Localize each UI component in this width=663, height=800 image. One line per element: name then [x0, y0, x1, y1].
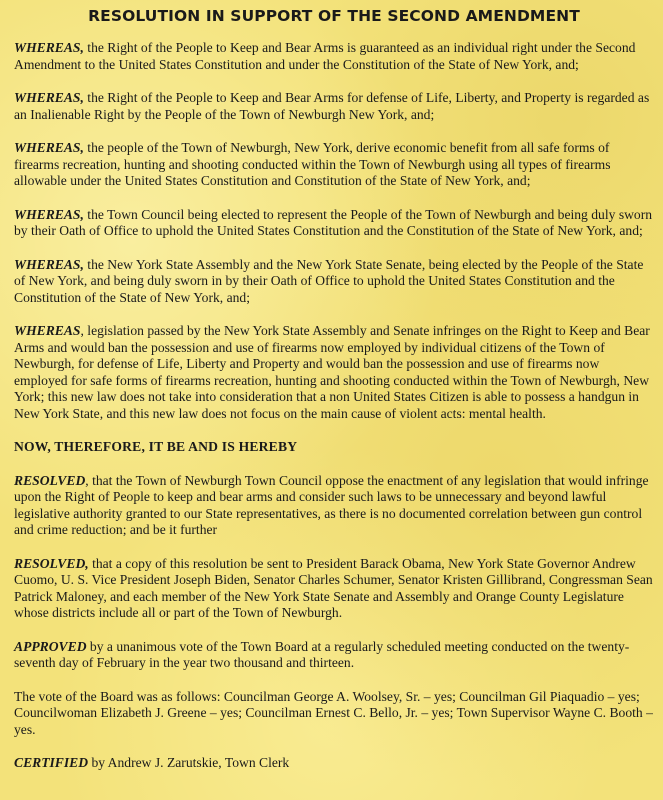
whereas-text: the Right of the People to Keep and Bear Arms is guaranteed as an individual right under the Second Amendment to the United States Constitution and under the Constitution of the State of New York, and; — [14, 40, 636, 72]
whereas-lead: WHEREAS — [14, 323, 81, 338]
resolved-paragraph-1 — [14, 473, 654, 539]
whereas-lead: WHEREAS, — [14, 90, 84, 105]
certified-paragraph — [14, 755, 654, 772]
whereas-paragraph-1 — [14, 40, 654, 73]
certified-lead: CERTIFIED — [14, 755, 89, 770]
whereas-lead: WHEREAS, — [14, 40, 84, 55]
therefore-heading: NOW, THEREFORE, IT BE AND IS HEREBY — [14, 439, 298, 454]
whereas-lead: WHEREAS, — [14, 206, 84, 222]
document-title: RESOLUTION IN SUPPORT OF THE SECOND AMENDMENT — [88, 7, 580, 25]
whereas-paragraph-5 — [14, 257, 654, 307]
approved-text: by a unanimous vote of the Town Board at a regularly scheduled meeting conducted on the twenty-seventh day of February in the year two thousand and thirteen. — [14, 638, 630, 670]
whereas-text: the Right of the People to Keep and Bear Arms for defense of Life, Liberty, and Property is regarded as an Inalienable Right by the People of the Town of Newburgh New York, and; — [14, 90, 650, 122]
resolved-paragraph-2 — [14, 556, 654, 622]
whereas-lead: WHEREAS, — [14, 256, 84, 272]
vote-paragraph: The vote of the Board was as follows: Councilman George A. Woolsey, Sr. – yes; Councilman Gil Piaquadio – yes; Councilwoman Elizabeth J. Greene – yes; Councilman Ernest C. Bello, Jr. – yes; Town Supervisor Wayne C. Booth – yes. — [14, 688, 653, 737]
resolved-text: that a copy of this resolution be sent to President Barack Obama, New York State Governor Andrew Cuomo, U. S. Vice President Joseph Biden, Senator Charles Schumer, Senator Kristen Gillibrand, Congressman Sean Patrick Maloney, and each member of the New York State Senate and Assembly and Orange County Legislature whose districts include all or part of the Town of Newburgh. — [14, 555, 653, 620]
whereas-text: the people of the Town of Newburgh, New York, derive economic benefit from all safe forms of firearms recreation, hunting and shooting conducted within the Town of Newburgh using all types of firearms allowable under the United States Constitution and Constitution of the State of New York, and; — [14, 140, 611, 188]
resolved-lead: RESOLVED — [14, 472, 86, 488]
approved-lead: APPROVED — [14, 638, 87, 654]
approved-paragraph — [14, 639, 654, 672]
whereas-paragraph-4 — [14, 207, 654, 240]
whereas-text: the Town Council being elected to represent the People of the Town of Newburgh and being duly sworn by their Oath of Office to uphold the United States Constitution and the Constitution of the State of New York, and; — [14, 206, 653, 238]
whereas-paragraph-6 — [14, 323, 654, 422]
certified-text: by Andrew J. Zarutskie, Town Clerk — [88, 755, 290, 770]
whereas-text: the New York State Assembly and the New York State Senate, being elected by the People of the State of New York, and being duly sworn in by their Oath of Office to uphold the United States Constitution and the Constitution of the State of New York, and; — [14, 256, 644, 305]
whereas-paragraph-2 — [14, 90, 654, 123]
resolved-lead: RESOLVED, — [14, 555, 89, 571]
resolved-text: , that the Town of Newburgh Town Council oppose the enactment of any legislation that would infringe upon the Right of People to keep and bear arms and consider such laws to be unnecessary and beyond lawful legislative authority granted to our State representatives, as there is no documented correlation between gun control and crime reduction; and be it further — [14, 472, 649, 537]
whereas-text: , legislation passed by the New York State Assembly and Senate infringes on the Right to Keep and Bear Arms and would ban the possession and use of firearms now employed by individual citizens of the Town of Newburgh, for defense of Life, Liberty and Property and would ban the possession and use of firearms now employed for safe forms of firearms recreation, hunting and shooting conducted within the Town of Newburgh, New York; this new law does not take into consideration that a non United States Citizen is able to possess a handgun in New York State, and this new law does not focus on the main cause of violent acts: mental health. — [14, 323, 650, 421]
whereas-lead: WHEREAS, — [14, 140, 84, 155]
whereas-paragraph-3 — [14, 140, 654, 190]
